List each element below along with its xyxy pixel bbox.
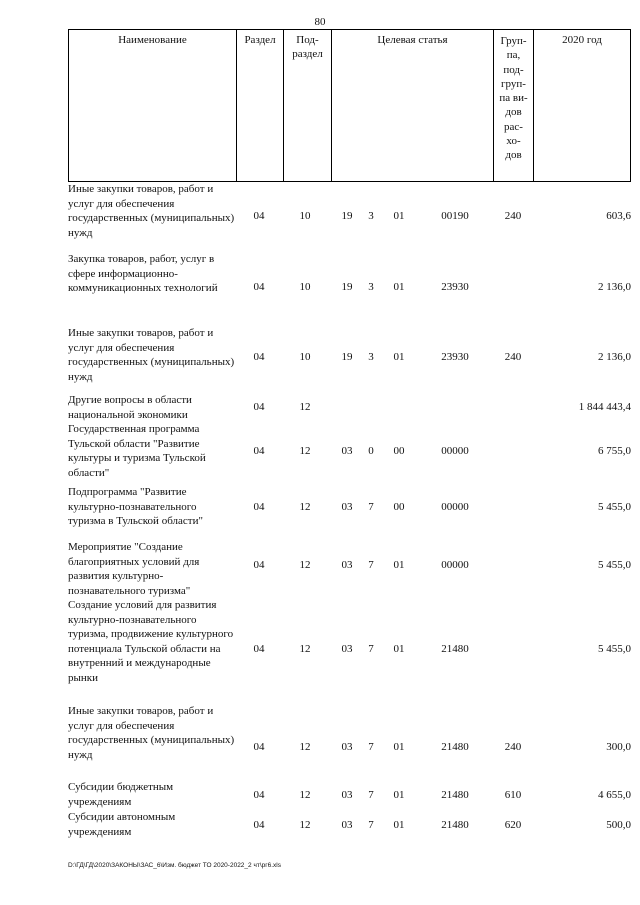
row-name: Другие вопросы в области национальной экономики	[68, 394, 192, 421]
row-target-program: 03	[341, 501, 353, 513]
row-target-program: 19	[341, 210, 353, 222]
row-target-subprogram: 3	[368, 281, 374, 293]
row-target-subprogram: 7	[368, 789, 374, 801]
row-amount: 5 455,0	[598, 559, 631, 571]
row-target-measure: 01	[393, 819, 405, 831]
table-row	[68, 780, 631, 810]
row-target-subprogram: 7	[368, 819, 374, 831]
column-header-group-line: под-	[503, 63, 524, 76]
row-subsection: 12	[299, 789, 311, 801]
column-header-group-line: хо-	[506, 135, 521, 148]
row-amount: 300,0	[606, 741, 631, 753]
row-amount: 4 655,0	[598, 789, 631, 801]
row-subsection: 12	[299, 445, 311, 457]
table-row	[68, 393, 631, 423]
row-section: 04	[253, 401, 265, 413]
column-header-group-line: па,	[506, 49, 521, 62]
column-header-subsection-line: раздел	[292, 48, 323, 60]
row-name: Субсидии автономным учреждениям	[68, 811, 176, 838]
table-row	[68, 182, 631, 242]
table-header	[68, 29, 631, 182]
page-number: 80	[314, 16, 326, 28]
row-name: Иные закупки товаров, работ и услуг для обеспечения государственных (муниципальных) нужд	[68, 705, 235, 761]
row-group: 620	[504, 819, 522, 831]
row-amount: 1 844 443,4	[578, 401, 631, 413]
row-amount: 603,6	[606, 210, 631, 222]
column-header-year: 2020 год	[533, 30, 631, 181]
row-target-subprogram: 3	[368, 351, 374, 363]
row-target-program: 03	[341, 559, 353, 571]
row-name: Создание условий для развития культурно-познавательного туризма, продвижение культурного потенциала Тульской области на внутренний и международные рынки	[68, 599, 234, 684]
row-target-direction: 21480	[441, 643, 469, 655]
row-section: 04	[253, 819, 265, 831]
column-header-name: Наименование	[68, 30, 236, 181]
row-target-subprogram: 3	[368, 210, 374, 222]
row-name: Подпрограмма "Развитие культурно-познавательного туризма в Тульской области"	[68, 486, 203, 528]
table-row	[68, 540, 631, 600]
row-target-program: 03	[341, 445, 353, 457]
column-header-subsection-line: Под-	[296, 34, 319, 46]
row-subsection: 10	[299, 351, 311, 363]
column-header-group-line: дов	[505, 149, 522, 162]
row-target-subprogram: 7	[368, 559, 374, 571]
row-target-program: 03	[341, 643, 353, 655]
footer-file-path: D:\ГД\ГД\2020\ЗАКОНЫ\ЗАС_6\Изм. бюджет ТО 2020-2022_2 чт\рг6.xls	[68, 862, 281, 869]
row-target-subprogram: 7	[368, 643, 374, 655]
column-header-target: Целевая статья	[331, 30, 493, 181]
row-target-direction: 23930	[441, 351, 469, 363]
row-target-direction: 21480	[441, 789, 469, 801]
table-row	[68, 598, 631, 702]
row-section: 04	[253, 789, 265, 801]
row-target-program: 03	[341, 741, 353, 753]
row-target-direction: 23930	[441, 281, 469, 293]
row-amount: 500,0	[606, 819, 631, 831]
column-header-group-line: Груп-	[500, 35, 527, 47]
row-name: Закупка товаров, работ, услуг в сфере информационно-коммуникационных технологий	[68, 253, 218, 295]
table-row	[68, 810, 631, 840]
row-subsection: 12	[299, 741, 311, 753]
row-subsection: 12	[299, 401, 311, 413]
column-header-group-line: дов	[505, 106, 522, 119]
row-target-program: 03	[341, 789, 353, 801]
row-target-direction: 00000	[441, 559, 469, 571]
table-row	[68, 252, 631, 314]
table-row	[68, 326, 631, 386]
row-target-program: 19	[341, 351, 353, 363]
row-group: 240	[504, 741, 522, 753]
row-target-subprogram: 0	[368, 445, 374, 457]
row-section: 04	[253, 741, 265, 753]
row-target-measure: 00	[393, 501, 405, 513]
row-group: 240	[504, 210, 522, 222]
row-name: Иные закупки товаров, работ и услуг для обеспечения государственных (муниципальных) нужд	[68, 183, 235, 239]
row-target-direction: 00000	[441, 501, 469, 513]
table-row	[68, 485, 631, 531]
row-section: 04	[253, 281, 265, 293]
row-subsection: 12	[299, 501, 311, 513]
row-target-measure: 01	[393, 281, 405, 293]
row-subsection: 12	[299, 643, 311, 655]
row-subsection: 12	[299, 819, 311, 831]
row-target-subprogram: 7	[368, 501, 374, 513]
column-header-subsection	[283, 30, 331, 181]
row-section: 04	[253, 501, 265, 513]
row-group: 240	[504, 351, 522, 363]
row-amount: 5 455,0	[598, 643, 631, 655]
row-subsection: 10	[299, 281, 311, 293]
row-target-measure: 00	[393, 445, 405, 457]
row-target-direction: 21480	[441, 741, 469, 753]
row-target-measure: 01	[393, 741, 405, 753]
column-header-group-line: па ви-	[499, 92, 528, 105]
column-header-group	[493, 30, 533, 181]
row-amount: 2 136,0	[598, 281, 631, 293]
row-group: 610	[504, 789, 522, 801]
row-section: 04	[253, 643, 265, 655]
row-subsection: 12	[299, 559, 311, 571]
row-target-direction: 00190	[441, 210, 469, 222]
row-target-program: 19	[341, 281, 353, 293]
row-target-measure: 01	[393, 559, 405, 571]
row-target-measure: 01	[393, 643, 405, 655]
row-name: Мероприятие "Создание благоприятных условий для развития культурно-познавательного туризма"	[68, 541, 200, 597]
row-name: Иные закупки товаров, работ и услуг для обеспечения государственных (муниципальных) нужд	[68, 327, 235, 383]
row-target-direction: 00000	[441, 445, 469, 457]
row-target-measure: 01	[393, 351, 405, 363]
row-section: 04	[253, 445, 265, 457]
row-subsection: 10	[299, 210, 311, 222]
row-amount: 5 455,0	[598, 501, 631, 513]
row-target-measure: 01	[393, 789, 405, 801]
table-row	[68, 422, 631, 482]
row-name: Государственная программа Тульской области "Развитие культуры и туризма Тульской области"	[68, 423, 206, 479]
row-amount: 2 136,0	[598, 351, 631, 363]
row-name: Субсидии бюджетным учреждениям	[68, 781, 174, 808]
table-row	[68, 704, 631, 764]
row-section: 04	[253, 351, 265, 363]
row-target-program: 03	[341, 819, 353, 831]
row-target-measure: 01	[393, 210, 405, 222]
row-target-subprogram: 7	[368, 741, 374, 753]
row-amount: 6 755,0	[598, 445, 631, 457]
column-header-group-line: груп-	[501, 77, 526, 90]
row-section: 04	[253, 559, 265, 571]
column-header-section: Раздел	[236, 30, 283, 181]
row-target-direction: 21480	[441, 819, 469, 831]
column-header-group-line: рас-	[504, 120, 523, 133]
row-section: 04	[253, 210, 265, 222]
